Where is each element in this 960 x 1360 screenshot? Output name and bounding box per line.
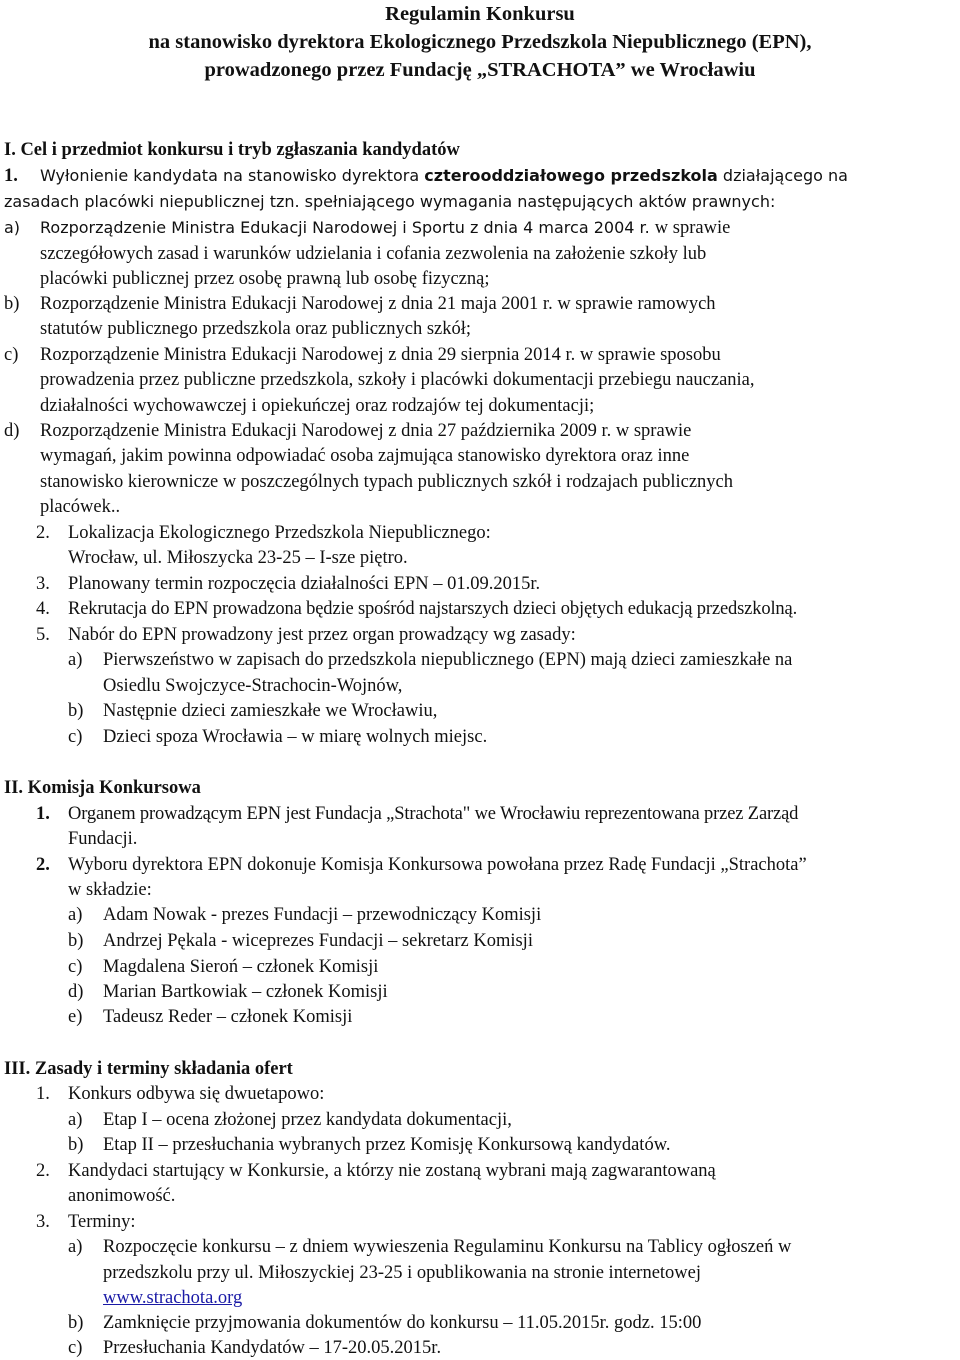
s1-b-line-2: statutów publicznego przedszkola oraz publicznych szkół; [40,319,472,339]
s1-item-5a-label: a) [68,650,83,670]
website-link[interactable]: www.strachota.org [103,1288,243,1308]
s2-item-1-number: 1. [36,804,50,824]
s1-c-label: c) [4,345,19,365]
committee-member-a: Adam Nowak - prezes Fundacji – przewodniczący Komisji [103,905,542,925]
s3-item-3-number: 3. [36,1212,50,1232]
s3-item-1-number: 1. [36,1084,50,1104]
s3-item-3b-label: b) [68,1313,84,1333]
s3-item-1a-line-1: Etap I – ocena złożonej przez kandydata dokumentacji, [103,1110,512,1130]
s1-item-5-number: 5. [36,625,50,645]
s1-item-4-number: 4. [36,599,50,619]
s3-item-1b-line-1: Etap II – przesłuchania wybranych przez Komisję Konkursową kandydatów. [103,1135,671,1155]
s2-item-2-number: 2. [36,855,50,875]
s1-c-line-1: Rozporządzenie Ministra Edukacji Narodowej z dnia 29 sierpnia 2014 r. w sprawie sposobu [40,345,721,365]
s1-a-line-2: szczegółowych zasad i warunków udzielania i cofania zezwolenia na założenie szkoły lub [40,244,707,264]
s3-item-2-number: 2. [36,1161,50,1181]
s1-item-2-number: 2. [36,523,50,543]
s1-item-1-number: 1. [4,166,18,186]
s1-c-line-3: działalności wychowawczej i opiekuńczej oraz rodzajów tej dokumentacji; [40,396,595,416]
committee-member-e: Tadeusz Reder – członek Komisji [103,1007,353,1027]
document-title-line-3: prowadzonego przez Fundację „STRACHOTA” we Wrocławiu [204,59,756,81]
document-title-line-2: na stanowisko dyrektora Ekologicznego Przedszkola Niepublicznego (EPN), [148,31,812,53]
s2-item-2-line-1: Wyboru dyrektora EPN dokonuje Komisja Konkursowa powołana przez Radę Fundacji „Strachota” [68,855,807,875]
s1-d-label: d) [4,421,20,441]
s2-item-1-line-1: Organem prowadzącym EPN jest Fundacja „Strachota" we Wrocławiu reprezentowana przez Zarząd [68,804,799,824]
s3-item-3-line-1: Terminy: [68,1212,136,1232]
s1-item-4-line-1: Rekrutacja do EPN prowadzona będzie spośród najstarszych dzieci objętych edukacją przedszkolną. [68,599,798,619]
s3-item-1a-label: a) [68,1110,83,1130]
committee-member-b: Andrzej Pękala - wiceprezes Fundacji – sekretarz Komisji [103,931,533,951]
s3-item-3c-line-1: Przesłuchania Kandydatów – 17-20.05.2015r. [103,1338,442,1358]
s3-item-1b-label: b) [68,1135,84,1155]
s3-item-3a-line-1: Rozpoczęcie konkursu – z dniem wywieszenia Regulaminu Konkursu na Tablicy ogłoszeń w [103,1237,792,1257]
s1-item-2-line-2: Wrocław, ul. Miłoszycka 23-25 – I-sze piętro. [68,548,408,568]
s1-item-2-line-1: Lokalizacja Ekologicznego Przedszkola Niepublicznego: [68,523,491,543]
s1-item-5b-label: b) [68,701,84,721]
s3-item-2-line-2: anonimowość. [68,1186,176,1206]
s1-d-line-2: wymagań, jakim powinna odpowiadać osoba zajmująca stanowisko dyrektora oraz inne [40,446,690,466]
s1-b-label: b) [4,294,20,314]
s2-item-2-line-2: w składzie: [68,880,152,900]
section-2-heading: II. Komisja Konkursowa [4,778,201,798]
s1-item-5c-label: c) [68,727,83,747]
committee-member-d-label: d) [68,982,84,1002]
s2-item-1-line-2: Fundacji. [68,829,138,849]
s1-item-5-line-1: Nabór do EPN prowadzony jest przez organ prowadzący wg zasady: [68,625,576,645]
s3-item-3b-line-1: Zamknięcie przyjmowania dokumentów do konkursu – 11.05.2015r. godz. 15:00 [103,1313,702,1333]
s1-b-line-1: Rozporządzenie Ministra Edukacji Narodowej z dnia 21 maja 2001 r. w sprawie ramowych [40,294,716,314]
committee-member-b-label: b) [68,931,84,951]
s1-d-line-4: placówek.. [40,497,121,517]
s1-a-label: a) [4,218,21,237]
document-title-line-1: Regulamin Konkursu [385,3,575,25]
s3-item-3c-label: c) [68,1338,83,1358]
s1-item-1-text: Wyłonienie kandydata na stanowisko dyrektora czterooddziałowego przedszkola działającego na [40,166,848,185]
s1-item-5a-line-2: Osiedlu Swojczyce-Strachocin-Wojnów, [103,676,403,696]
committee-member-d: Marian Bartkowiak – członek Komisji [103,982,388,1002]
s1-a-line-1: Rozporządzenie Ministra Edukacji Narodowej i Sportu z dnia 4 marca 2004 r. w sprawie [40,218,731,238]
section-3-heading: III. Zasady i terminy składania ofert [4,1059,293,1079]
s1-item-3-line-1: Planowany termin rozpoczęcia działalności EPN – 01.09.2015r. [68,574,541,594]
s1-d-line-3: stanowisko kierownicze w poszczególnych typach publicznych szkół i rodzajach publicznych [40,472,734,492]
section-1-heading: I. Cel i przedmiot konkursu i tryb zgłaszania kandydatów [4,140,460,160]
s1-d-line-1: Rozporządzenie Ministra Edukacji Narodowej z dnia 27 października 2009 r. w sprawie [40,421,692,441]
s3-item-2-line-1: Kandydaci startujący w Konkursie, a którzy nie zostaną wybrani mają zagwarantowaną [68,1161,716,1181]
s3-item-3a-label: a) [68,1237,83,1257]
committee-member-a-label: a) [68,905,83,925]
committee-member-c-label: c) [68,957,83,977]
s1-c-line-2: prowadzenia przez publiczne przedszkola, szkoły i placówki dokumentacji przebiegu nauczania, [40,370,755,390]
s1-item-5a-line-1: Pierwszeństwo w zapisach do przedszkola niepublicznego (EPN) mają dzieci zamieszkałe na [103,650,793,670]
s1-a-line-3: placówki publicznej przez osobę prawną lub osobę fizyczną; [40,269,490,289]
s3-item-1-line-1: Konkurs odbywa się dwuetapowo: [68,1084,325,1104]
committee-member-e-label: e) [68,1007,83,1027]
s1-item-5c-line-1: Dzieci spoza Wrocławia – w miarę wolnych miejsc. [103,727,488,747]
s1-item-3-number: 3. [36,574,50,594]
s1-item-5b-line-1: Następnie dzieci zamieszkałe we Wrocławiu, [103,701,438,721]
s3-item-3a-line-2: przedszkolu przy ul. Miłoszyckiej 23-25 i opublikowania na stronie internetowej [103,1263,702,1283]
s1-item-1-text-line-2: zasadach placówki niepublicznej tzn. spełniającego wymagania następujących aktów prawnych: [4,192,776,211]
committee-member-c: Magdalena Sieroń – członek Komisji [103,957,379,977]
